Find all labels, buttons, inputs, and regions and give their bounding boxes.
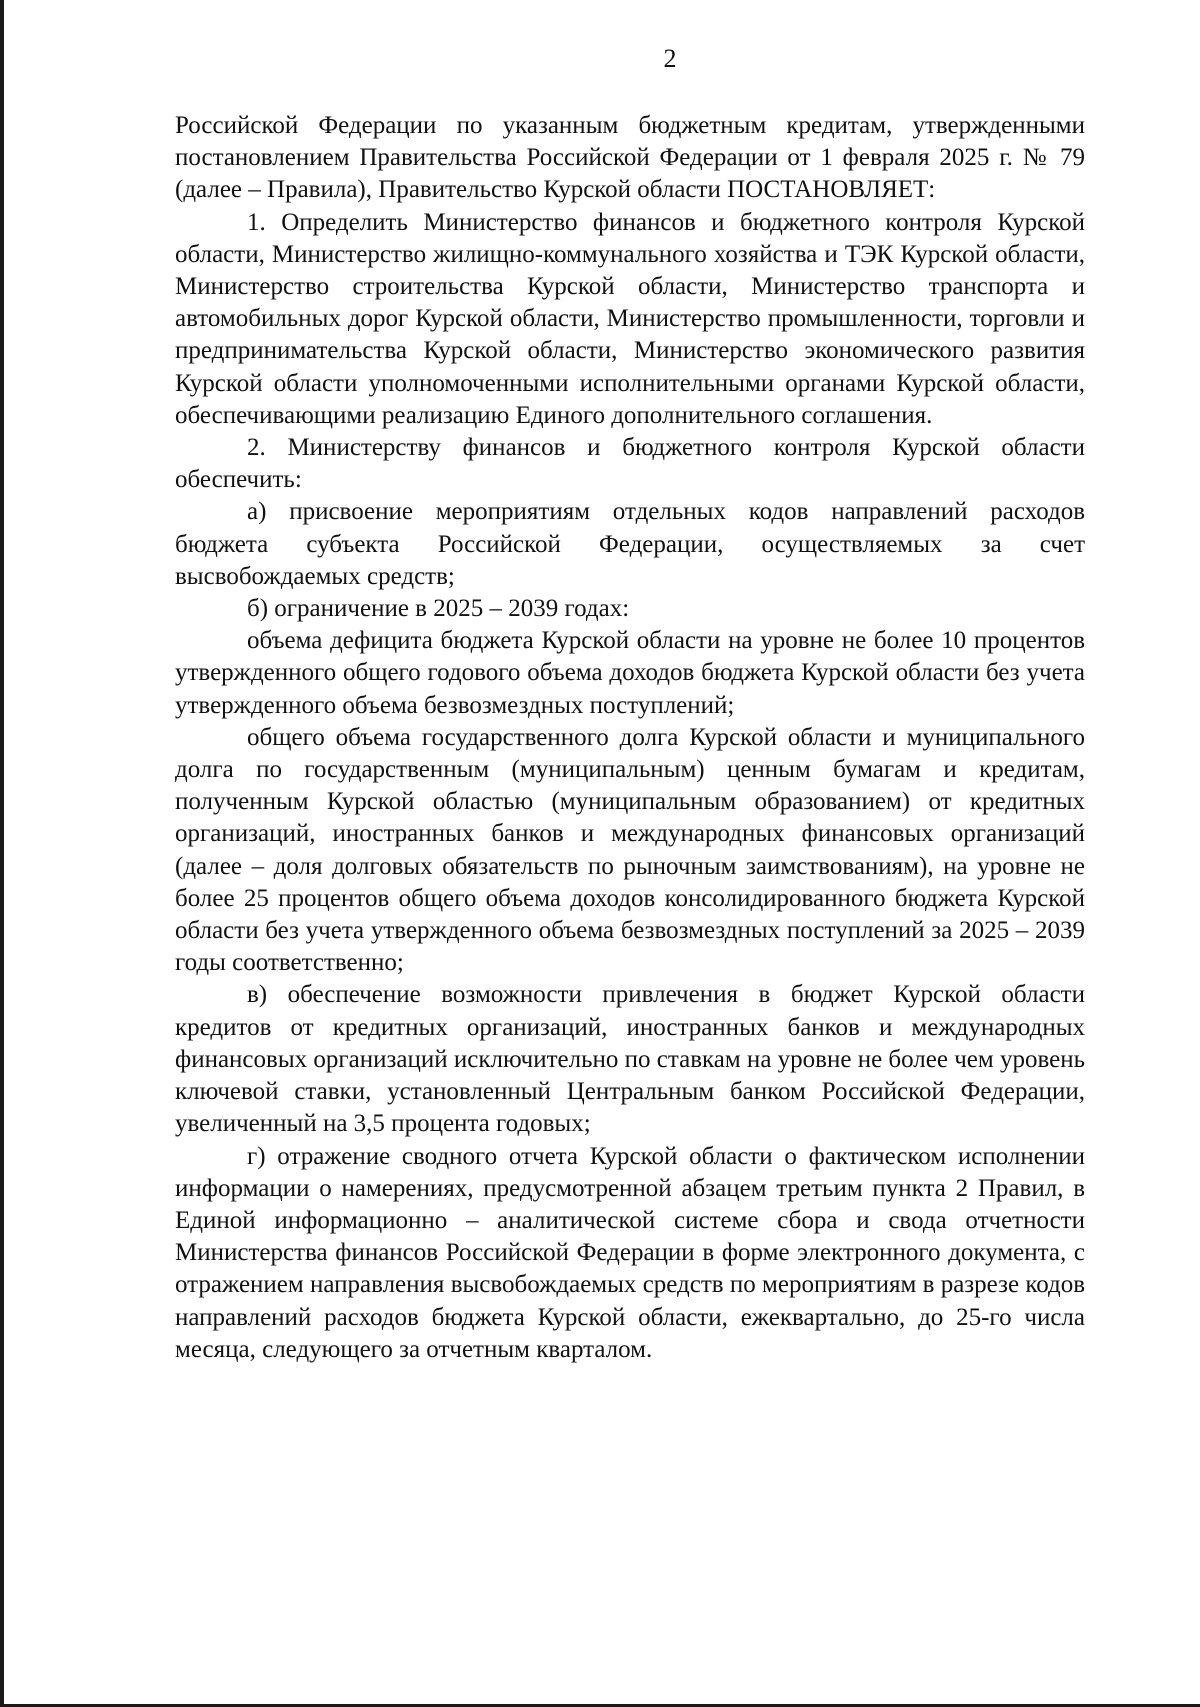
paragraph-item-2b: б) ограничение в 2025 – 2039 годах: (247, 595, 630, 623)
scan-edge-left (0, 0, 4, 1707)
paragraph-item-2g: г) отражение сводного отчета Курской области о фактическом исполнении информации о намерениях, предусмотренной абзацем третьим пункта 2 Правил, в Единой информационно – аналитической системе сбора и свода отчетности Министерства финансов Российской Федерации в форме электронного документа, с отражением направления высвобождаемых средств по мероприятиям в разрезе кодов направлений расходов бюджета Курской области, ежеквартально, до 25-го числа месяца, следующего за отчетным кварталом. (175, 1142, 1085, 1363)
document-body (175, 110, 1085, 1366)
paragraph-item-2v: в) обеспечение возможности привлечения в бюджет Курской области кредитов от кредитных организаций, иностранных банков и международных финансовых организаций исключительно по ставкам на уровне не более чем уровень ключевой ставки, установленный Центральным банком Российской Федерации, увеличенный на 3,5 процента годовых; (175, 981, 1085, 1138)
page-number: 2 (663, 44, 677, 73)
paragraph-deficit-limit: объема дефицита бюджета Курской области на уровне не более 10 процентов утвержденного общего годового объема доходов бюджета Курской области без учета утвержденного объема безвозмездных поступлений; (175, 627, 1085, 719)
paragraph-intro: Российской Федерации по указанным бюджетным кредитам, утвержденными постановлением Правительства Российской Федерации от 1 февраля 2025 г. № 79 (далее – Правила), Правительство Курской области ПОСТАНОВЛЯЕТ: (175, 112, 1085, 204)
paragraph-item-2a: а) присвоение мероприятиям отдельных кодов направлений расходов бюджета субъекта Российской Федерации, осуществляемых за счет высвобождаемых средств; (175, 498, 1085, 590)
paragraph-item-2: 2. Министерству финансов и бюджетного контроля Курской области обеспечить: (175, 434, 1085, 494)
paragraph-item-1: 1. Определить Министерство финансов и бюджетного контроля Курской области, Министерство жилищно-коммунального хозяйства и ТЭК Курской области, Министерство строительства Курской области, Министерство транспорта и автомобильных дорог Курской области, Министерство промышленности, торговли и предпринимательства Курской области, Министерство экономического развития Курской области уполномоченными исполнительными органами Курской области, обеспечивающими реализацию Единого дополнительного соглашения. (175, 208, 1085, 429)
paragraph-debt-limit: общего объема государственного долга Курской области и муниципального долга по государственным (муниципальным) ценным бумагам и кредитам, полученным Курской областью (муниципальным образованием) от кредитных организаций, иностранных банков и международных финансовых организаций (далее – доля долговых обязательств по рыночным заимствованиям), на уровне не более 25 процентов общего объема доходов консолидированного бюджета Курской области без учета утвержденного объема безвозмездных поступлений за 2025 – 2039 годы соответственно; (175, 723, 1085, 977)
